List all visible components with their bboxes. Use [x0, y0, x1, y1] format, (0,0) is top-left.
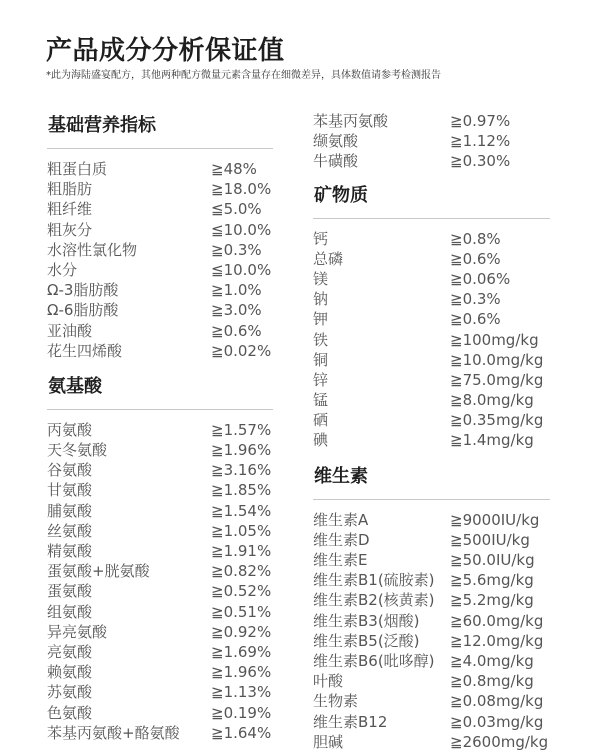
nutrient-row: [47, 561, 273, 581]
left-column: [47, 112, 273, 743]
nutrient-name: 苏氨酸: [47, 683, 93, 702]
nutrient-value: ≦10.0%: [211, 260, 272, 279]
nutrient-name: 维生素E: [313, 551, 368, 569]
nutrient-row: [47, 541, 273, 561]
nutrient-value: ≧0.19%: [211, 703, 272, 722]
nutrient-value: ≧18.0%: [211, 180, 272, 199]
nutrient-row: [47, 321, 273, 341]
nutrient-name: 花生四烯酸: [47, 341, 123, 360]
nutrient-value: ≧500IU/kg: [450, 530, 530, 549]
nutrient-value: ≧0.06%: [450, 269, 511, 288]
nutrient-row: [47, 521, 273, 541]
nutrient-name: 丝氨酸: [47, 521, 93, 540]
nutrient-name: 粗脂肪: [47, 180, 93, 199]
nutrient-row: [313, 712, 550, 732]
nutrient-name: 维生素B5(泛酸): [313, 631, 420, 650]
nutrient-name: 粗纤维: [47, 200, 93, 219]
nutrient-name: Ω-6脂肪酸: [47, 301, 119, 320]
nutrient-name: 钾: [313, 310, 329, 329]
nutrient-row: [313, 430, 550, 450]
nutrient-value: ≧1.54%: [211, 501, 272, 520]
nutrient-name: 牛磺酸: [313, 152, 359, 171]
nutrient-row: [47, 501, 273, 521]
nutrient-value: ≧1.91%: [211, 542, 272, 560]
nutrient-row: [313, 671, 550, 691]
nutrient-name: 苯基丙氨酸: [313, 112, 389, 130]
nutrient-row: [313, 732, 550, 751]
nutrient-value: ≧0.3%: [211, 240, 262, 259]
nutrient-name: 蛋氨酸: [47, 582, 93, 601]
amino-list: [47, 420, 273, 743]
nutrient-row: [47, 199, 273, 219]
nutrient-row: [47, 341, 273, 361]
nutrient-row: [47, 723, 273, 743]
nutrient-row: [313, 611, 550, 631]
nutrient-row: [313, 390, 550, 410]
amino-continued-list: [313, 111, 550, 172]
nutrient-value: ≧60.0mg/kg: [450, 611, 544, 630]
section-title-amino: 氨基酸: [48, 375, 102, 397]
nutrient-row: [313, 410, 550, 430]
nutrient-row: [47, 280, 273, 300]
page-title: 产品成分分析保证值: [46, 36, 285, 66]
nutrient-row: [313, 269, 550, 289]
nutrient-value: ≧8.0mg/kg: [450, 391, 534, 410]
nutrient-value: ≧0.97%: [450, 112, 511, 130]
section-title-minerals: 矿物质: [314, 184, 368, 206]
nutrient-value: ≧0.8mg/kg: [450, 672, 534, 691]
nutrient-name: 蛋氨酸+胱氨酸: [47, 562, 150, 581]
nutrient-row: [47, 440, 273, 460]
nutrient-value: ≧0.82%: [211, 562, 272, 581]
nutrient-name: 维生素A: [313, 510, 369, 529]
nutrient-row: [313, 631, 550, 651]
nutrient-name: 亮氨酸: [47, 642, 93, 661]
nutrient-row: [313, 229, 550, 249]
nutrient-row: [313, 249, 550, 269]
nutrient-value: ≧48%: [211, 160, 257, 178]
basic-list: [47, 159, 273, 361]
nutrient-value: ≧0.35mg/kg: [450, 411, 544, 430]
nutrient-row: [47, 602, 273, 622]
nutrient-name: 维生素B2(核黄素): [313, 591, 435, 610]
nutrient-row: [47, 260, 273, 280]
nutrient-row: [47, 159, 273, 179]
nutrient-name: Ω-3脂肪酸: [47, 281, 119, 300]
nutrient-value: ≧12.0mg/kg: [450, 631, 544, 650]
nutrient-name: 赖氨酸: [47, 663, 93, 682]
nutrient-row: [47, 220, 273, 240]
nutrient-value: ≧1.05%: [211, 521, 272, 540]
nutrient-value: ≧1.96%: [211, 663, 272, 682]
nutrient-value: ≧5.6mg/kg: [450, 571, 534, 590]
nutrient-name: 谷氨酸: [47, 461, 93, 480]
nutrient-row: [47, 581, 273, 601]
nutrient-row: [47, 420, 273, 440]
nutrient-row: [313, 289, 550, 309]
nutrient-name: 钠: [313, 290, 329, 309]
nutrient-name: 维生素B12: [313, 712, 388, 731]
nutrient-value: ≧9000IU/kg: [450, 510, 540, 529]
nutrient-row: [47, 662, 273, 682]
minerals-list: [313, 229, 550, 451]
nutrient-row: [313, 151, 550, 171]
nutrient-name: 缬氨酸: [313, 132, 359, 151]
nutrient-value: ≧0.92%: [211, 622, 272, 641]
nutrient-value: ≦5.0%: [211, 200, 262, 219]
nutrient-name: 铜: [313, 350, 329, 369]
divider: [313, 218, 550, 219]
footnote: *此为海陆盛宴配方，其他两种配方微量元素含量存在细微差异，具体数值请参考检测报告: [46, 70, 441, 81]
nutrient-name: 锰: [313, 391, 329, 410]
nutrient-row: [313, 570, 550, 590]
nutrient-value: ≧50.0IU/kg: [450, 551, 535, 569]
nutrient-name: 胆碱: [313, 732, 344, 751]
nutrient-value: ≧0.02%: [211, 341, 272, 360]
nutrient-row: [313, 370, 550, 390]
nutrient-value: ≧3.0%: [211, 301, 262, 320]
nutrient-value: ≧0.8%: [450, 229, 501, 248]
nutrient-value: ≧1.96%: [211, 441, 272, 460]
nutrient-name: 叶酸: [313, 672, 344, 691]
nutrient-row: [313, 510, 550, 530]
section-title-vitamins: 维生素: [314, 465, 368, 487]
nutrient-name: 维生素D: [313, 530, 370, 549]
nutrient-value: ≧0.6%: [211, 321, 262, 340]
nutrient-name: 甘氨酸: [47, 481, 93, 500]
nutrient-name: 维生素B6(吡哆醇): [313, 651, 435, 670]
nutrient-row: [313, 691, 550, 711]
nutrient-value: ≧0.51%: [211, 602, 272, 621]
nutrient-value: ≧0.6%: [450, 249, 501, 268]
nutrient-name: 组氨酸: [47, 602, 93, 621]
nutrient-name: 维生素B3(烟酸): [313, 611, 420, 630]
nutrient-name: 亚油酸: [47, 321, 93, 340]
nutrient-value: ≧2600mg/kg: [450, 732, 549, 751]
right-column: [313, 111, 550, 751]
nutrient-name: 脯氨酸: [47, 501, 93, 520]
nutrient-row: [47, 703, 273, 723]
nutrient-row: [47, 682, 273, 702]
nutrient-name: 硒: [313, 411, 329, 430]
nutrient-value: ≧1.0%: [211, 281, 262, 300]
nutrient-row: [47, 240, 273, 260]
nutrient-name: 丙氨酸: [47, 420, 93, 439]
nutrient-value: ≧3.16%: [211, 461, 272, 480]
divider: [47, 409, 273, 410]
nutrient-row: [47, 642, 273, 662]
nutrient-row: [47, 480, 273, 500]
nutrient-value: ≧1.64%: [211, 723, 272, 742]
nutrient-value: ≧1.57%: [211, 420, 272, 439]
nutrient-value: ≧4.0mg/kg: [450, 651, 534, 670]
vitamins-list: [313, 510, 550, 751]
nutrient-value: ≧1.85%: [211, 481, 272, 500]
nutrient-name: 水分: [47, 260, 78, 279]
nutrient-row: [313, 330, 550, 350]
nutrient-value: ≧0.6%: [450, 310, 501, 329]
nutrient-value: ≧75.0mg/kg: [450, 370, 544, 389]
nutrient-row: [313, 309, 550, 329]
nutrient-value: ≧1.13%: [211, 683, 272, 702]
nutrient-name: 异亮氨酸: [47, 622, 108, 641]
nutrient-row: [313, 590, 550, 610]
nutrient-value: ≧0.03mg/kg: [450, 712, 544, 731]
nutrient-value: ≧1.12%: [450, 132, 511, 151]
nutrient-name: 维生素B1(硫胺素): [313, 571, 435, 590]
nutrient-name: 天冬氨酸: [47, 441, 108, 460]
nutrient-row: [313, 350, 550, 370]
nutrient-row: [313, 550, 550, 570]
nutrient-name: 色氨酸: [47, 703, 93, 722]
section-title-basic: 基础营养指标: [48, 115, 156, 136]
nutrient-name: 粗蛋白质: [47, 160, 108, 178]
nutrient-name: 钙: [313, 229, 329, 248]
nutrient-value: ≧1.69%: [211, 642, 272, 661]
nutrient-row: [313, 530, 550, 550]
nutrient-value: ≧1.4mg/kg: [450, 431, 534, 450]
nutrient-value: ≧0.52%: [211, 582, 272, 601]
divider: [313, 499, 550, 500]
nutrient-value: ≧10.0mg/kg: [450, 350, 544, 369]
nutrient-value: ≦10.0%: [211, 220, 272, 239]
divider: [47, 148, 273, 149]
nutrient-row: [313, 651, 550, 671]
nutrient-name: 镁: [313, 269, 329, 288]
nutrient-row: [313, 131, 550, 151]
nutrient-value: ≧0.30%: [450, 152, 511, 171]
nutrient-name: 总磷: [313, 249, 344, 268]
nutrient-row: [47, 622, 273, 642]
nutrient-row: [47, 179, 273, 199]
nutrient-name: 铁: [313, 330, 329, 349]
nutrient-value: ≧100mg/kg: [450, 330, 539, 349]
nutrient-name: 精氨酸: [47, 542, 93, 560]
nutrient-value: ≧0.3%: [450, 290, 501, 309]
nutrient-value: ≧0.08mg/kg: [450, 692, 544, 711]
nutrient-row: [47, 460, 273, 480]
nutrient-name: 水溶性氯化物: [47, 240, 138, 259]
nutrient-name: 苯基丙氨酸+酪氨酸: [47, 723, 180, 742]
nutrient-row: [47, 300, 273, 320]
nutrient-name: 生物素: [313, 692, 359, 711]
nutrient-name: 粗灰分: [47, 220, 93, 239]
nutrient-name: 锌: [313, 370, 329, 389]
nutrient-name: 碘: [313, 431, 329, 450]
nutrient-value: ≧5.2mg/kg: [450, 591, 534, 610]
nutrient-row: [313, 111, 550, 131]
